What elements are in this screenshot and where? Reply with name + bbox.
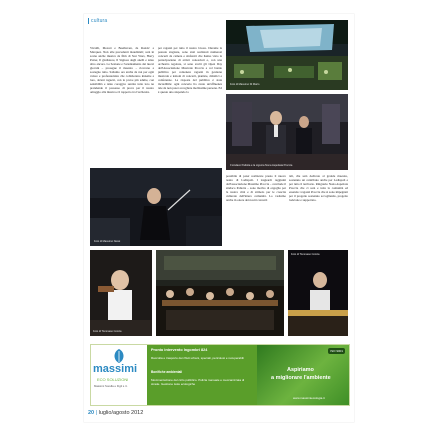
ad-services-panel (147, 345, 257, 405)
ad-headline: Pronto intervento Ingombri 824 (151, 348, 208, 352)
photo-boy-violinist (90, 250, 152, 336)
ad-slogan-line-2: a migliorare l'ambiente (271, 375, 331, 381)
photo-officials (226, 94, 348, 170)
leaf-logo-icon (109, 348, 129, 364)
photo-orchestra (156, 250, 284, 336)
magazine-page (84, 14, 354, 422)
article-column-4: tali, che sarà dedicato al grande maestro, sostenuto un contributo anche per Ladispoli e per tutto il territorio. Ringrazio Nona Aspettata Proccia che ci sarà e tutta la comunità ed essendo i ragazzi Proccia che si sono impegnati per il progetto sostenuto accogliendo, progetto lodevole e supportato. (289, 174, 348, 202)
section-label: cultura (88, 18, 107, 24)
article-column-3: possibile di poter realizzare presto il nuovo teatro di Ladispoli. I traguardi raggiunti dall'associazione Massimo Proccia – conclude il sindaco Paliotta – sono motivo di orgoglio per la nostra città e di stimolo per le crescita culturale dell'intera comunità. Lo vedremo anche in onore dei nostri concerti (226, 174, 286, 202)
page-footer (88, 410, 143, 416)
photo-conductor (90, 168, 222, 246)
stage-image (226, 20, 348, 90)
ad-service-1: Raccolta e trasporto dei rifiuti urbani, speciali, pericolosi e recuperabili (151, 356, 244, 360)
issue-date: luglio/agosto 2012 (98, 410, 144, 416)
caption-bottom-right: Foto di Tommaso Coccia (291, 253, 320, 256)
ad-slogan-line-1: Aspiriamo (287, 367, 314, 373)
caption-top-right: Foto di Massimo Di Mario (230, 83, 260, 86)
officials-image (226, 94, 348, 170)
caption-middle-right: Il sindaco Paliotta e la signora Nona Aspettata Proccia (230, 164, 293, 167)
pianist-image (288, 250, 348, 336)
conductor-image (90, 168, 222, 246)
ad-brand-panel (91, 345, 147, 405)
photo-young-pianist (288, 250, 348, 336)
ad-service-3: Movimentazione del ciclo pubblico. Pulizia manuale e meccanizzata di strade. Gestione isole ecologiche (151, 378, 245, 386)
photo-stage-screen (226, 20, 348, 90)
brand-subtitle: ECO SOLUZIONI (97, 377, 129, 382)
article-column-2: per ragazzi per tutto il nostro lavoro. Durante la passata stagione, sono stati realizzati numerosi concerti da camera e sinfonici che hanno visto la partecipazione di artisti conosciuti e, con una orchestra regolare, si sono svolti gli Open Day dell'Associazione Musicale Proccia e col bando pubblico per contenere ragazzi in gestione musicale e lezioni di concerti, pianiste, didattici e conferenze. La risposta del pubblico è stata incredibile: ogni concerto ha avuto un'affluenza tale da non poter accogliere moltissime persone. Ed è questo uno stupendo la (158, 46, 222, 94)
article-column-1: Vivaldi, Mozart e Beethoven, da Rondo' a Marquez. Non alle precedenti inaudiziali; sarà in scena anche musica da film di Star Wars, Harry Potter, Il gladiatore, Il Signore degli anelli e tanto altro ancora. La Sezione e l'orientamento dei nuovi giovani – prosegue il maestro – ricevono a sostegno tutto. Saliamo ora anche da noi per ogni valore e professionista che collaborano insieme a loro, alcuni ragazzi, con le prove più adulte, con sensibilità e tanto coraggio: sentire tutto loro ne prendendo il possesso di prove per il nostro omaggio alla musica e il rapporto tra l'orchestra. (90, 46, 154, 94)
ad-website-link[interactable]: www.massimiecologia.it (293, 396, 325, 400)
footer-divider: | (95, 410, 99, 416)
brand-name: massimi (93, 363, 138, 375)
certification-badge: ISO 9001 (330, 349, 343, 353)
ad-service-2: Bonifiche ambientali (151, 370, 183, 374)
brand-address: Massimi Sorella e Figli s.r.l. (94, 384, 128, 388)
violinist-image (90, 250, 152, 336)
orchestra-image (156, 250, 284, 336)
page-number: 20 (88, 410, 95, 416)
caption-bottom-left: Foto di Tommaso Coccia (93, 330, 122, 333)
caption-middle-left: Foto di Massimo Nessi (94, 240, 121, 243)
massimi-advertisement[interactable] (90, 344, 350, 406)
ad-slogan-panel (257, 345, 349, 405)
